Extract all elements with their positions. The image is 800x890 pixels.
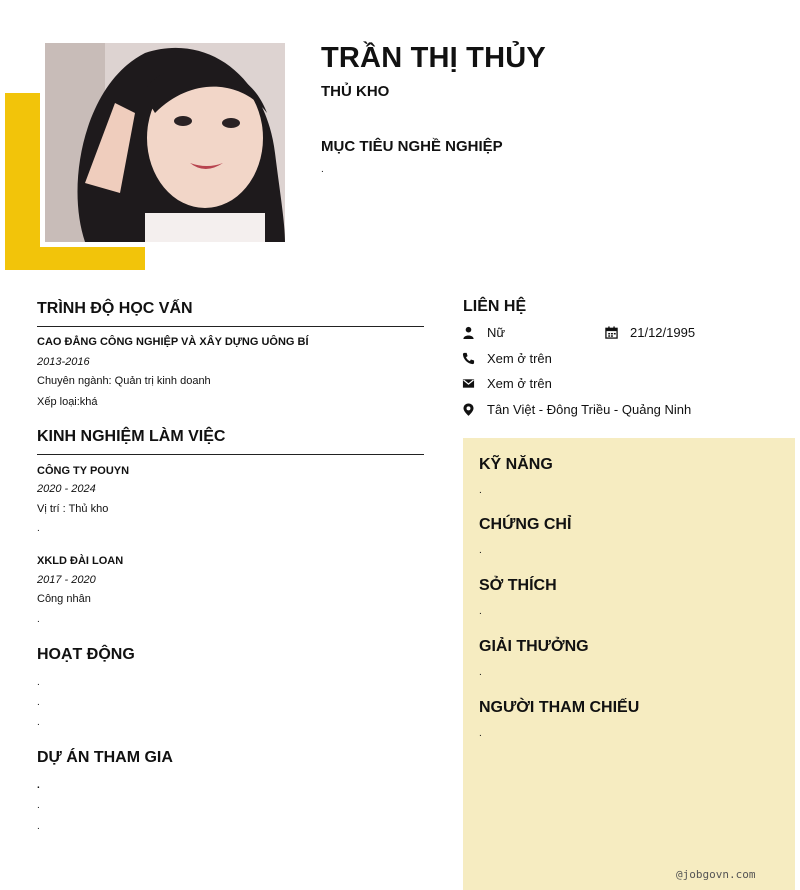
education-heading: TRÌNH ĐỘ HỌC VẤN bbox=[37, 300, 193, 317]
experience-note: . bbox=[37, 614, 40, 625]
experience-divider bbox=[37, 454, 424, 455]
projects-line: . bbox=[37, 780, 40, 791]
experience-period: 2020 - 2024 bbox=[37, 483, 96, 495]
contact-dob: 21/12/1995 bbox=[630, 325, 696, 340]
references-text: . bbox=[479, 728, 482, 739]
avatar bbox=[45, 43, 285, 242]
activities-line: . bbox=[37, 677, 40, 688]
hobbies-text: . bbox=[479, 606, 482, 617]
contact-gender: Nữ bbox=[487, 325, 506, 340]
contact-phone: Xem ở trên bbox=[487, 351, 552, 366]
mail-icon bbox=[462, 377, 475, 390]
objective-text: . bbox=[321, 164, 324, 175]
contact-address: Tân Việt - Đông Triều - Quảng Ninh bbox=[487, 402, 692, 417]
experience-position: Công nhân bbox=[37, 593, 91, 605]
education-rank: Xếp loại:khá bbox=[37, 396, 98, 408]
location-pin-icon bbox=[462, 403, 475, 416]
candidate-name: TRẦN THỊ THỦY bbox=[321, 42, 546, 74]
projects-heading: DỰ ÁN THAM GIA bbox=[37, 749, 173, 766]
experience-period: 2017 - 2020 bbox=[37, 574, 96, 586]
phone-icon bbox=[462, 352, 475, 365]
education-school: CAO ĐẲNG CÔNG NGHIỆP VÀ XÂY DỰNG UÔNG BÍ bbox=[37, 336, 309, 348]
awards-heading: GIẢI THƯỞNG bbox=[479, 638, 589, 655]
person-icon bbox=[462, 326, 475, 339]
activities-line: . bbox=[37, 717, 40, 728]
objective-heading: MỤC TIÊU NGHỀ NGHIỆP bbox=[321, 138, 503, 155]
experience-position: Vị trí : Thủ kho bbox=[37, 503, 109, 515]
job-title: THỦ KHO bbox=[321, 83, 390, 100]
experience-heading: KINH NGHIỆM LÀM VIỆC bbox=[37, 428, 226, 445]
side-panel bbox=[463, 438, 795, 890]
references-heading: NGƯỜI THAM CHIẾU bbox=[479, 699, 640, 716]
education-period: 2013-2016 bbox=[37, 356, 90, 368]
projects-line: . bbox=[37, 821, 40, 832]
awards-text: . bbox=[479, 667, 482, 678]
experience-company: CÔNG TY POUYN bbox=[37, 465, 130, 477]
hobbies-heading: SỞ THÍCH bbox=[479, 577, 557, 594]
education-divider bbox=[37, 326, 424, 327]
projects-line: . bbox=[37, 800, 40, 811]
skills-text: . bbox=[479, 485, 482, 496]
skills-heading: KỸ NĂNG bbox=[479, 456, 553, 473]
certificates-heading: CHỨNG CHỈ bbox=[479, 516, 572, 533]
experience-company: XKLD ĐÀI LOAN bbox=[37, 555, 124, 567]
activities-heading: HOẠT ĐỘNG bbox=[37, 646, 135, 663]
education-major: Chuyên ngành: Quản trị kinh doanh bbox=[37, 375, 211, 387]
activities-line: . bbox=[37, 697, 40, 708]
calendar-icon bbox=[605, 326, 618, 339]
contact-email: Xem ở trên bbox=[487, 376, 552, 391]
contact-heading: LIÊN HỆ bbox=[463, 298, 527, 315]
watermark: @jobgovn.com bbox=[676, 868, 756, 881]
experience-note: . bbox=[37, 523, 40, 534]
certificates-text: . bbox=[479, 545, 482, 556]
